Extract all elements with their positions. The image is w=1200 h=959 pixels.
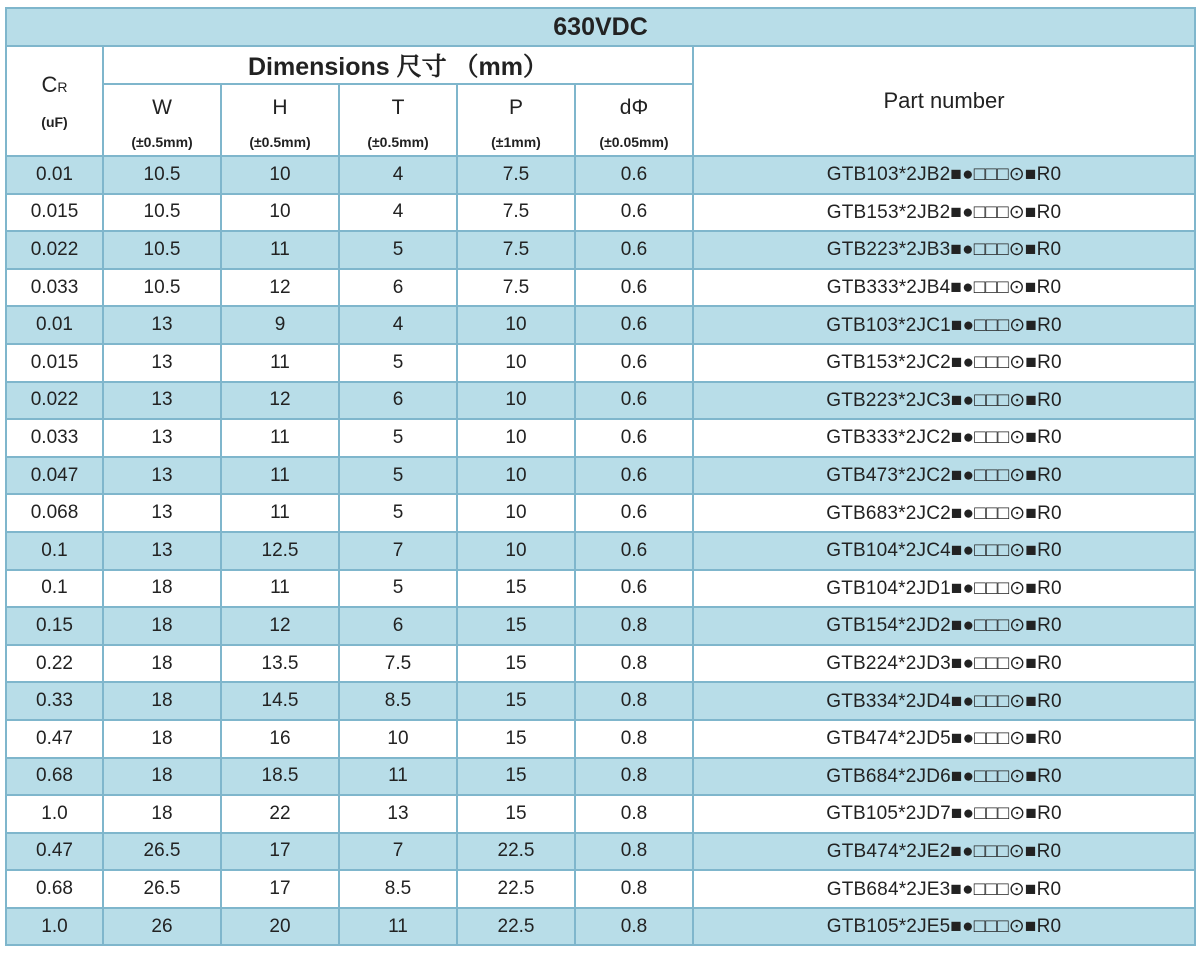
cell-pn: GTB684*2JD6■●□□□⊙■R0 xyxy=(693,758,1195,796)
cell-h: 16 xyxy=(221,720,339,758)
cell-w: 10.5 xyxy=(103,156,221,194)
cell-cr: 0.15 xyxy=(6,607,103,645)
cell-w: 10.5 xyxy=(103,194,221,232)
cell-w: 18 xyxy=(103,645,221,683)
cell-cr: 0.68 xyxy=(6,870,103,908)
cell-w: 18 xyxy=(103,570,221,608)
cell-d: 0.6 xyxy=(575,344,693,382)
cell-pn: GTB334*2JD4■●□□□⊙■R0 xyxy=(693,682,1195,720)
cell-cr: 0.022 xyxy=(6,231,103,269)
cell-d: 0.8 xyxy=(575,870,693,908)
cell-cr: 0.01 xyxy=(6,306,103,344)
cell-cr: 0.033 xyxy=(6,269,103,307)
cell-t: 8.5 xyxy=(339,682,457,720)
cell-p: 15 xyxy=(457,645,575,683)
cell-h: 11 xyxy=(221,494,339,532)
cell-pn: GTB154*2JD2■●□□□⊙■R0 xyxy=(693,607,1195,645)
table-row xyxy=(6,306,1195,344)
cell-t: 4 xyxy=(339,306,457,344)
cell-cr: 1.0 xyxy=(6,908,103,946)
cell-h: 10 xyxy=(221,156,339,194)
table-row xyxy=(6,419,1195,457)
cell-pn: GTB683*2JC2■●□□□⊙■R0 xyxy=(693,494,1195,532)
cell-pn: GTB105*2JD7■●□□□⊙■R0 xyxy=(693,795,1195,833)
cell-pn: GTB153*2JB2■●□□□⊙■R0 xyxy=(693,194,1195,232)
cell-h: 11 xyxy=(221,344,339,382)
cell-h: 10 xyxy=(221,194,339,232)
cell-cr: 0.015 xyxy=(6,194,103,232)
cell-p: 10 xyxy=(457,382,575,420)
cell-pn: GTB333*2JB4■●□□□⊙■R0 xyxy=(693,269,1195,307)
cell-w: 18 xyxy=(103,607,221,645)
cell-cr: 0.1 xyxy=(6,532,103,570)
cell-cr: 0.22 xyxy=(6,645,103,683)
cell-d: 0.6 xyxy=(575,194,693,232)
cell-t: 5 xyxy=(339,570,457,608)
cell-p: 7.5 xyxy=(457,269,575,307)
cell-h: 12 xyxy=(221,269,339,307)
cell-pn: GTB224*2JD3■●□□□⊙■R0 xyxy=(693,645,1195,683)
spec-table-container xyxy=(5,7,1194,946)
cell-cr: 1.0 xyxy=(6,795,103,833)
table-row xyxy=(6,870,1195,908)
cell-w: 26.5 xyxy=(103,833,221,871)
table-row xyxy=(6,457,1195,495)
table-row xyxy=(6,344,1195,382)
cell-t: 7 xyxy=(339,532,457,570)
cell-h: 17 xyxy=(221,870,339,908)
cell-d: 0.8 xyxy=(575,795,693,833)
cell-h: 11 xyxy=(221,457,339,495)
cell-pn: GTB223*2JB3■●□□□⊙■R0 xyxy=(693,231,1195,269)
table-row xyxy=(6,231,1195,269)
cell-w: 26 xyxy=(103,908,221,946)
cell-w: 13 xyxy=(103,494,221,532)
cell-p: 10 xyxy=(457,344,575,382)
cell-d: 0.8 xyxy=(575,758,693,796)
table-row xyxy=(6,382,1195,420)
cell-p: 15 xyxy=(457,570,575,608)
column-header-d: dΦ (±0.05mm) xyxy=(575,84,693,156)
table-row xyxy=(6,607,1195,645)
cell-cr: 0.068 xyxy=(6,494,103,532)
cell-h: 9 xyxy=(221,306,339,344)
column-header-h: H (±0.5mm) xyxy=(221,84,339,156)
table-row xyxy=(6,269,1195,307)
table-row xyxy=(6,720,1195,758)
cell-pn: GTB153*2JC2■●□□□⊙■R0 xyxy=(693,344,1195,382)
cell-p: 7.5 xyxy=(457,231,575,269)
cell-p: 10 xyxy=(457,532,575,570)
cell-d: 0.6 xyxy=(575,306,693,344)
cell-pn: GTB104*2JC4■●□□□⊙■R0 xyxy=(693,532,1195,570)
capacitor-spec-table xyxy=(5,7,1196,946)
cell-w: 26.5 xyxy=(103,870,221,908)
cell-p: 15 xyxy=(457,720,575,758)
part-number-header: Part number xyxy=(693,46,1195,156)
cell-h: 13.5 xyxy=(221,645,339,683)
cell-t: 6 xyxy=(339,607,457,645)
cell-d: 0.6 xyxy=(575,382,693,420)
cell-w: 13 xyxy=(103,457,221,495)
cell-cr: 0.1 xyxy=(6,570,103,608)
cell-d: 0.6 xyxy=(575,457,693,495)
cell-pn: GTB105*2JE5■●□□□⊙■R0 xyxy=(693,908,1195,946)
cell-h: 18.5 xyxy=(221,758,339,796)
cell-cr: 0.47 xyxy=(6,720,103,758)
cell-pn: GTB333*2JC2■●□□□⊙■R0 xyxy=(693,419,1195,457)
cell-h: 20 xyxy=(221,908,339,946)
cell-w: 13 xyxy=(103,344,221,382)
cell-h: 11 xyxy=(221,231,339,269)
cell-w: 18 xyxy=(103,720,221,758)
cell-p: 15 xyxy=(457,607,575,645)
cr-header-label: CR xyxy=(41,72,68,97)
cell-cr: 0.047 xyxy=(6,457,103,495)
column-header-p: P (±1mm) xyxy=(457,84,575,156)
cell-d: 0.8 xyxy=(575,908,693,946)
table-row xyxy=(6,795,1195,833)
table-row xyxy=(6,494,1195,532)
cell-w: 13 xyxy=(103,532,221,570)
cell-p: 22.5 xyxy=(457,908,575,946)
cell-d: 0.6 xyxy=(575,570,693,608)
cell-p: 10 xyxy=(457,494,575,532)
table-row xyxy=(6,532,1195,570)
cell-d: 0.6 xyxy=(575,231,693,269)
table-row xyxy=(6,758,1195,796)
cell-p: 10 xyxy=(457,306,575,344)
cell-t: 11 xyxy=(339,908,457,946)
cell-d: 0.8 xyxy=(575,720,693,758)
cell-h: 11 xyxy=(221,570,339,608)
cell-p: 10 xyxy=(457,419,575,457)
cell-t: 6 xyxy=(339,269,457,307)
cell-cr: 0.022 xyxy=(6,382,103,420)
cell-pn: GTB223*2JC3■●□□□⊙■R0 xyxy=(693,382,1195,420)
table-row xyxy=(6,908,1195,946)
cell-t: 13 xyxy=(339,795,457,833)
table-row xyxy=(6,194,1195,232)
cell-t: 8.5 xyxy=(339,870,457,908)
table-row xyxy=(6,156,1195,194)
cell-h: 17 xyxy=(221,833,339,871)
cell-h: 12.5 xyxy=(221,532,339,570)
cell-h: 12 xyxy=(221,607,339,645)
cell-pn: GTB103*2JC1■●□□□⊙■R0 xyxy=(693,306,1195,344)
cell-h: 22 xyxy=(221,795,339,833)
cell-pn: GTB684*2JE3■●□□□⊙■R0 xyxy=(693,870,1195,908)
cr-header xyxy=(6,46,103,156)
cell-d: 0.6 xyxy=(575,494,693,532)
cell-t: 10 xyxy=(339,720,457,758)
cell-t: 5 xyxy=(339,419,457,457)
cell-p: 7.5 xyxy=(457,194,575,232)
table-row xyxy=(6,570,1195,608)
cell-d: 0.8 xyxy=(575,607,693,645)
cell-p: 15 xyxy=(457,682,575,720)
cell-t: 4 xyxy=(339,156,457,194)
cell-cr: 0.47 xyxy=(6,833,103,871)
cell-pn: GTB103*2JB2■●□□□⊙■R0 xyxy=(693,156,1195,194)
cell-t: 6 xyxy=(339,382,457,420)
cell-p: 7.5 xyxy=(457,156,575,194)
cell-p: 22.5 xyxy=(457,833,575,871)
cr-header-unit: (uF) xyxy=(41,114,68,130)
cell-cr: 0.015 xyxy=(6,344,103,382)
column-header-w: W (±0.5mm) xyxy=(103,84,221,156)
cell-pn: GTB474*2JE2■●□□□⊙■R0 xyxy=(693,833,1195,871)
cell-d: 0.8 xyxy=(575,645,693,683)
cell-w: 13 xyxy=(103,306,221,344)
table-row xyxy=(6,645,1195,683)
cell-d: 0.6 xyxy=(575,269,693,307)
cell-p: 22.5 xyxy=(457,870,575,908)
cell-w: 13 xyxy=(103,419,221,457)
cell-p: 15 xyxy=(457,758,575,796)
cell-d: 0.6 xyxy=(575,156,693,194)
cell-t: 7.5 xyxy=(339,645,457,683)
cell-pn: GTB473*2JC2■●□□□⊙■R0 xyxy=(693,457,1195,495)
cell-pn: GTB104*2JD1■●□□□⊙■R0 xyxy=(693,570,1195,608)
cell-t: 5 xyxy=(339,494,457,532)
table-row xyxy=(6,833,1195,871)
cell-t: 11 xyxy=(339,758,457,796)
cell-cr: 0.68 xyxy=(6,758,103,796)
cell-p: 15 xyxy=(457,795,575,833)
column-header-t: T (±0.5mm) xyxy=(339,84,457,156)
cell-pn: GTB474*2JD5■●□□□⊙■R0 xyxy=(693,720,1195,758)
table-title: 630VDC xyxy=(6,8,1195,46)
cell-cr: 0.033 xyxy=(6,419,103,457)
cell-w: 18 xyxy=(103,682,221,720)
table-row xyxy=(6,682,1195,720)
cell-w: 10.5 xyxy=(103,269,221,307)
cell-d: 0.8 xyxy=(575,682,693,720)
cell-d: 0.6 xyxy=(575,419,693,457)
cell-h: 12 xyxy=(221,382,339,420)
cell-p: 10 xyxy=(457,457,575,495)
cell-t: 5 xyxy=(339,457,457,495)
table-body xyxy=(6,156,1195,945)
dimensions-header: Dimensions 尺寸 （mm） xyxy=(103,46,693,84)
cell-h: 14.5 xyxy=(221,682,339,720)
cell-w: 18 xyxy=(103,758,221,796)
cell-t: 7 xyxy=(339,833,457,871)
cell-w: 13 xyxy=(103,382,221,420)
cell-t: 4 xyxy=(339,194,457,232)
cell-cr: 0.33 xyxy=(6,682,103,720)
cell-d: 0.8 xyxy=(575,833,693,871)
cell-h: 11 xyxy=(221,419,339,457)
cell-t: 5 xyxy=(339,344,457,382)
cell-w: 18 xyxy=(103,795,221,833)
cell-t: 5 xyxy=(339,231,457,269)
cell-cr: 0.01 xyxy=(6,156,103,194)
cell-d: 0.6 xyxy=(575,532,693,570)
cell-w: 10.5 xyxy=(103,231,221,269)
